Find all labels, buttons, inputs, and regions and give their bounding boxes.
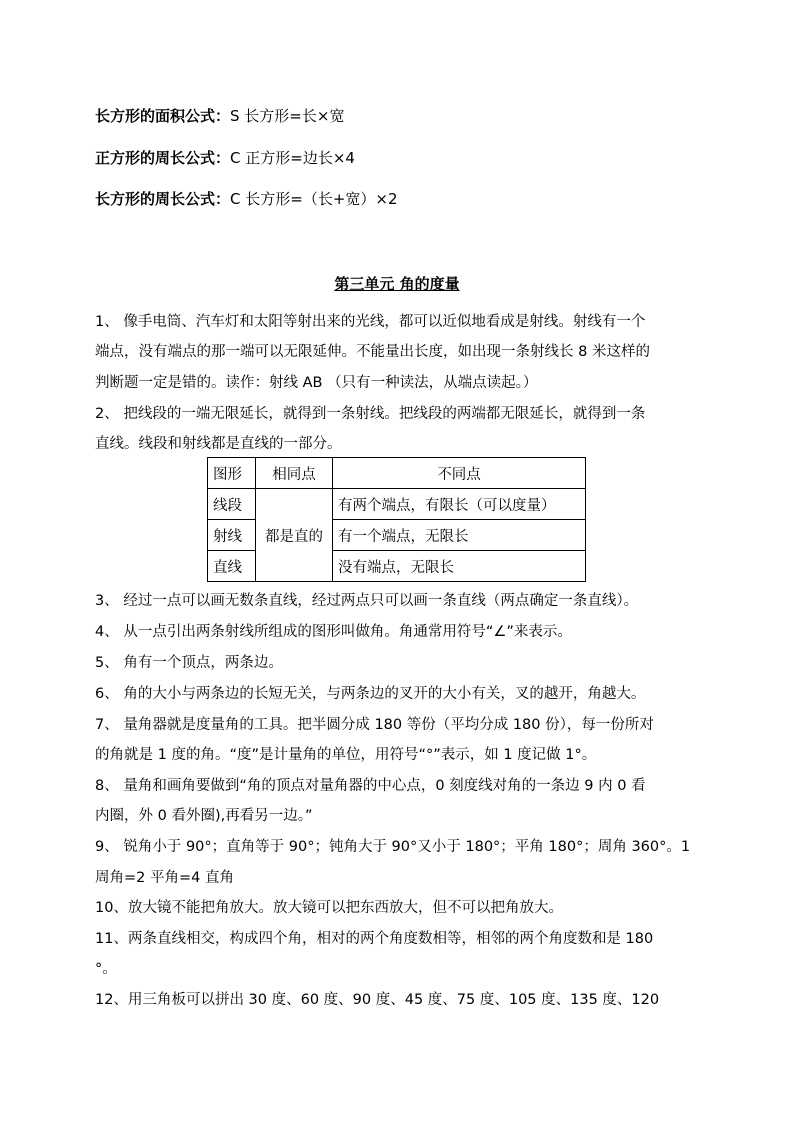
formula-label: 正方形的周长公式： xyxy=(95,149,231,167)
line-comparison-table xyxy=(207,457,586,582)
paragraph-line: 1、 像手电筒、汽车灯和太阳等射出来的光线，都可以近似地看成是射线。射线有一个 xyxy=(95,314,646,330)
paragraph-line: 3、 经过一点可以画无数条直线，经过两点只可以画一条直线（两点确定一条直线）。 xyxy=(95,593,639,609)
paragraph-line: 10、放大镜不能把角放大。放大镜可以把东西放大，但不可以把角放大。 xyxy=(95,900,563,916)
table-row xyxy=(208,489,586,520)
formula-value: C 正方形=边长×4 xyxy=(230,149,355,167)
paragraph-line: 的角就是 1 度的角。“度”是计量角的单位，用符号“°”表示，如 1 度记做 1°。 xyxy=(95,747,597,763)
formula-value: C 长方形=（长+宽）×2 xyxy=(230,190,398,208)
formula-value: S 长方形=长×宽 xyxy=(230,107,345,125)
paragraph-line: 周角=2 平角=4 直角 xyxy=(95,870,234,886)
paragraph-line: 2、 把线段的一端无限延长，就得到一条射线。把线段的两端都无限延长，就得到一条 xyxy=(95,406,646,422)
paragraph-line: 8、 量角和画角要做到“角的顶点对量角器的中心点，0 刻度线对角的一条边 9 内 0 看 xyxy=(95,778,646,794)
formula-rectangle-area xyxy=(95,106,344,126)
table-header-cell: 相同点 xyxy=(256,458,333,489)
paragraph-line: 11、两条直线相交，构成四个角，相对的两个角度数相等，相邻的两个角度数和是 180 xyxy=(95,931,654,947)
paragraph-line: 7、 量角器就是度量角的工具。把半圆分成 180 等份（平均分成 180 份），每一份所对 xyxy=(95,717,654,733)
table-cell: 有一个端点，无限长 xyxy=(333,520,586,551)
table-cell: 线段 xyxy=(208,489,256,520)
table-cell: 直线 xyxy=(208,551,256,582)
paragraph-line: 12、用三角板可以拼出 30 度、60 度、90 度、45 度、75 度、105 度、135 度、120 xyxy=(95,992,660,1008)
paragraph-line: 端点，没有端点的那一端可以无限延伸。不能量出长度，如出现一条射线长 8 米这样的 xyxy=(95,344,650,360)
paragraph-line: 4、 从一点引出两条射线所组成的图形叫做角。角通常用符号“∠”来表示。 xyxy=(95,624,572,640)
table-header-cell: 图形 xyxy=(208,458,256,489)
paragraph-line: 判断题一定是错的。读作：射线 AB （只有一种读法，从端点读起。） xyxy=(95,375,538,391)
table-cell: 射线 xyxy=(208,520,256,551)
table-header-row xyxy=(208,458,586,489)
paragraph-line: 6、 角的大小与两条边的长短无关，与两条边的叉开的大小有关，叉的越开，角越大。 xyxy=(95,686,646,702)
formula-square-perimeter xyxy=(95,148,355,168)
table-cell: 没有端点，无限长 xyxy=(333,551,586,582)
table-cell: 有两个端点，有限长（可以度量） xyxy=(333,489,586,520)
paragraph-line: 5、 角有一个顶点，两条边。 xyxy=(95,655,283,671)
paragraph-line: °。 xyxy=(95,961,117,977)
paragraph-line: 内圈，外 0 看外圈),再看另一边。” xyxy=(95,808,313,824)
formula-label: 长方形的面积公式： xyxy=(95,107,231,125)
table-header-cell: 不同点 xyxy=(333,458,586,489)
formula-label: 长方形的周长公式： xyxy=(95,190,231,208)
formula-rectangle-perimeter xyxy=(95,189,398,209)
paragraph-line: 直线。线段和射线都是直线的一部分。 xyxy=(95,436,342,452)
paragraph-line: 9、 锐角小于 90°；直角等于 90°；钝角大于 90°又小于 180°；平角 180°；周角 360°。1 xyxy=(95,839,691,855)
table-cell-same: 都是直的 xyxy=(256,489,333,582)
unit-title: 第三单元 角的度量 xyxy=(334,275,460,293)
